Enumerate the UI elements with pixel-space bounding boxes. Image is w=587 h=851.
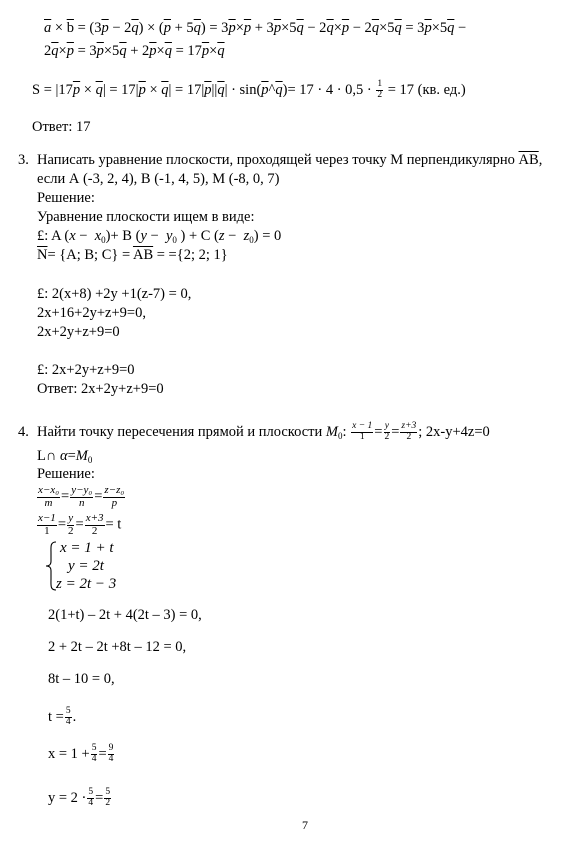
problem-3-given: если А (-3, 2, 4), В (-1, 4, 5), М (-8, 0, 7) — [37, 171, 280, 187]
vector-product-line-2: $2\overline{q}\times\overline{p} = 3\overline{p}\times 5\overline{q} + 2\overline{p}\times\overline{q} = 17\overline{p}\times\overline{q}$ — [44, 43, 225, 59]
page-number: 7 — [302, 818, 308, 832]
plane-step-1: £: 2(x+8) +2y +1(z-7) = 0, — [37, 286, 192, 302]
problem-4-number: 4. — [18, 424, 29, 440]
problem-4-title: Найти точку пересечения прямой и плоскости $M_0$: $\frac{x - 1}{1}$ = $\frac{y}{2}$ = $\frac{z+3}{2}$ ; 2x-y+4z=0 — [37, 421, 490, 443]
canonical-line-equation: $\frac{\text{x−x₀}}{m}$ = $\frac{\text{y−y₀}}{n}$ = $\frac{\text{z−z₀}}{p}$ — [38, 484, 125, 509]
problem-3-title: Написать уравнение плоскости, проходящей через точку М перпендикулярно $\overline{AB}$, — [37, 152, 543, 168]
normal-vector: $\overline{N}= \{A$; B; $C\} = \overline{AB} = =\{2$; 2; 1} — [37, 247, 228, 263]
parametric-relation: $\frac{x-1}{1}$ = $\frac{y}{2}$ = $\frac{x+3}{2}$ = t — [38, 512, 122, 537]
problem-3-intro: Уравнение плоскости ищем в виде: — [37, 209, 255, 225]
problem-3-solution-label: Решение: — [37, 190, 95, 206]
substitution-eq-1: 2(1+t) – 2t + 4(2t – 3) = 0, — [48, 607, 202, 623]
system-eq-x: x = 1 + t — [60, 540, 114, 556]
substitution-eq-2: 2 + 2t – 2t +8t – 12 = 0, — [48, 639, 187, 655]
area-formula: $S = |17\overline{p} \times \overline{q}| = 17|\overline{p} \times \overline{q}| = 17|\overline{p}||\overline{q}|$ · $\sin(\overline{p}\^{}\overline{q})= 17 \cdot 4 \cdot 0,5$ · $\frac{1}{2}$ = 17 (кв. ед.) — [32, 79, 466, 100]
vector-product-line-1: $\overline{a} \times \overline{b} = (3\overline{p} - 2\overline{q}) \times (\overline{p} + 5\overline{q}) = 3\overline{p}\times\overline{p} + 3\overline{p}\times 5\overline{q} - 2\overline{q}\times\overline{p} - 2\overline{q}\times 5\overline{q} = 3\overline{p}\times 5\overline{q}$ − — [44, 20, 467, 36]
plane-step-3: 2x+2y+z+9=0 — [37, 324, 120, 340]
t-value: t = $\frac{5}{4}$ . — [48, 706, 77, 728]
x-value: x = 1 + $\frac{5}{4}$ = $\frac{9}{4}$ — [48, 743, 114, 765]
problem-3-answer: Ответ: 2x+2y+z+9=0 — [37, 381, 164, 397]
problem-3-number: 3. — [18, 152, 29, 168]
system-eq-z: z = 2t − 3 — [56, 576, 117, 592]
substitution-eq-3: 8t – 10 = 0, — [48, 671, 115, 687]
plane-step-2: 2x+16+2y+z+9=0, — [37, 305, 146, 321]
answer-17: Ответ: 17 — [32, 119, 91, 135]
plane-step-4: £: 2x+2y+z+9=0 — [37, 362, 135, 378]
intersection-notation: L∩ $\alpha=M_0$ — [37, 448, 93, 465]
problem-4-solution-label: Решение: — [37, 466, 95, 482]
plane-general-equation: £: A $(x - x_0)+ B$ ($y - y_0$ ) + C $(z - z_0) = 0$ — [37, 228, 282, 245]
y-value: y = 2 · $\frac{5}{4}$ = $\frac{5}{2}$ — [48, 787, 111, 809]
system-eq-y: y = 2t — [68, 558, 104, 574]
